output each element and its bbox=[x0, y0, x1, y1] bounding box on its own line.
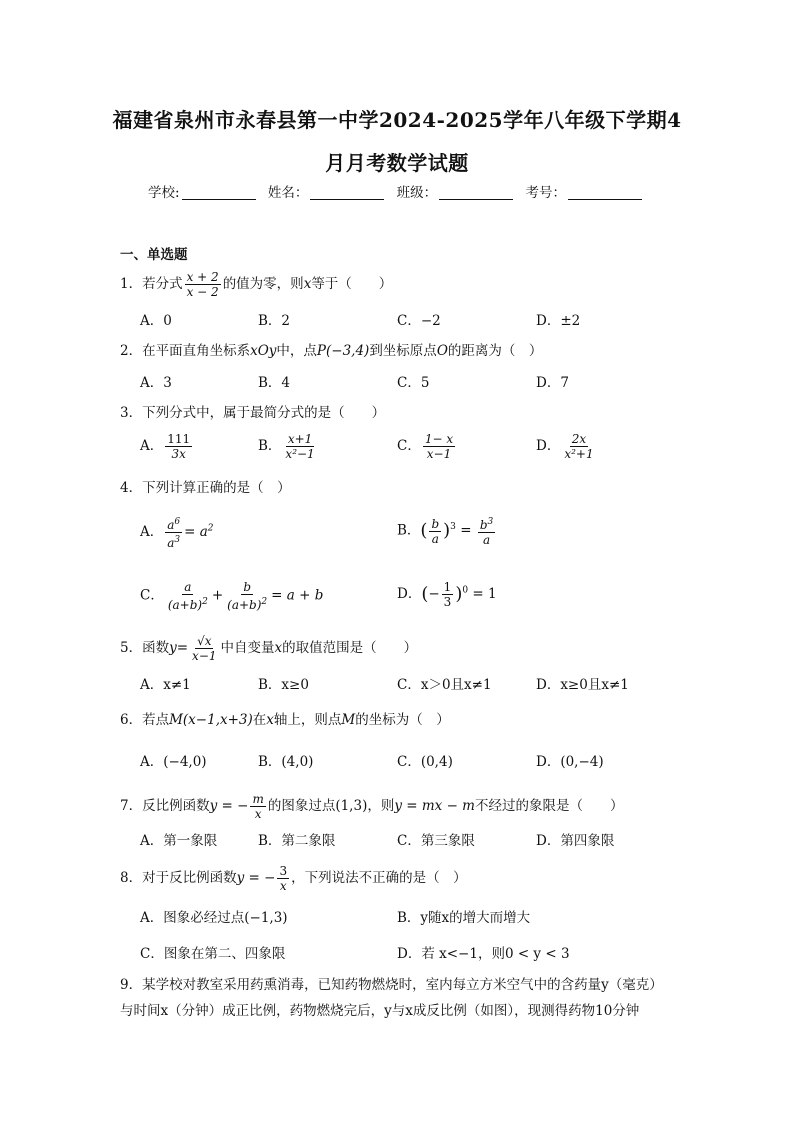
question-2: 2．在平面直角坐标系xOy中，点P(−3,4)到坐标原点O的距离为（ ） bbox=[120, 343, 543, 359]
question-8: 8．对于反比例函数y = − $\frac{3}{x}$ ，下列说法不正确的是（ ） bbox=[120, 864, 467, 893]
name-blank[interactable] bbox=[310, 185, 384, 200]
q9-line-1: 9．某学校对教室采用药熏消毒，已知药物燃烧时，室内每立方米空气中的含药量y（毫克） bbox=[120, 977, 663, 993]
q3-option-d[interactable]: D． $\frac{2x}{\text{x²+1}}$ bbox=[536, 432, 594, 461]
q7-option-c[interactable]: C．第三象限 bbox=[397, 833, 475, 849]
question-4: 4．下列计算正确的是（ ） bbox=[120, 480, 291, 496]
question-1: 1．若分式 $\frac{x + 2}{x - 2}$ 的值为零，则x等于（ ） bbox=[120, 270, 393, 299]
q2-option-c[interactable]: C．5 bbox=[397, 375, 430, 391]
q6-option-b[interactable]: B．(4,0) bbox=[258, 754, 314, 770]
number-label: 考号： bbox=[525, 185, 566, 201]
q8-option-a[interactable]: A．图象必经过点(−1,3) bbox=[140, 910, 288, 926]
question-6: 6．若点M(x−1,x+3)在x轴上，则点M的坐标为（ ） bbox=[120, 712, 450, 728]
school-blank[interactable] bbox=[182, 185, 256, 200]
q4-option-a[interactable]: A． $\frac{a^6}{a^3}$ = $a^2$ bbox=[140, 517, 214, 550]
q2-option-b[interactable]: B．4 bbox=[258, 375, 291, 391]
q5-option-b[interactable]: B．x≥0 bbox=[258, 677, 309, 693]
q7-option-b[interactable]: B．第二象限 bbox=[258, 833, 336, 849]
q5-option-c[interactable]: C．x＞0且x≠1 bbox=[397, 677, 492, 693]
q6-option-a[interactable]: A．(−4,0) bbox=[140, 754, 207, 770]
q7-option-a[interactable]: A．第一象限 bbox=[140, 833, 218, 849]
q8-option-c[interactable]: C．图象在第二、四象限 bbox=[140, 946, 286, 962]
q1-option-a[interactable]: A．0 bbox=[140, 313, 172, 329]
q4-option-b[interactable]: B．( $\frac{b}{a}$ )$^3$ = $\frac{b^3}{a}$ bbox=[397, 516, 494, 547]
q7-option-d[interactable]: D．第四象限 bbox=[536, 833, 615, 849]
q1-fraction: $\frac{x + 2}{x - 2}$ bbox=[186, 270, 219, 299]
q1-option-d[interactable]: D．±2 bbox=[536, 313, 581, 329]
q2-option-d[interactable]: D．7 bbox=[536, 375, 569, 391]
q9-line-2: 与时间x（分钟）成正比例，药物燃烧完后，y与x成反比例（如图），现测得药物10分钟 bbox=[120, 1003, 640, 1019]
q6-option-c[interactable]: C．(0,4) bbox=[397, 754, 453, 770]
school-label: 学校: bbox=[148, 185, 180, 201]
title-line-2: 月月考数学试题 bbox=[325, 151, 469, 175]
q3-option-b[interactable]: B． $\frac{x+1}{\text{x²−1}}$ bbox=[258, 432, 315, 461]
number-blank[interactable] bbox=[568, 185, 642, 200]
title-line-1: 福建省泉州市永春县第一中学2024-2025学年八年级下学期4 bbox=[112, 108, 682, 132]
q2-option-a[interactable]: A．3 bbox=[140, 375, 172, 391]
question-7: 7．反比例函数y = − $\frac{m}{x}$ 的图象过点(1,3)，则y = mx − m不经过的象限是（ ） bbox=[120, 792, 624, 821]
q3-option-c[interactable]: C． $\frac{1- x}{x-1}$ bbox=[397, 432, 454, 461]
class-blank[interactable] bbox=[439, 185, 513, 200]
q8-option-d[interactable]: D．若 x<−1，则0 < y < 3 bbox=[397, 946, 570, 962]
q6-option-d[interactable]: D．(0,−4) bbox=[536, 754, 604, 770]
q8-option-b[interactable]: B．y随x的增大而增大 bbox=[397, 910, 531, 926]
student-info bbox=[0, 181, 794, 201]
q3-option-a[interactable]: A． $\frac{111}{3x}$ bbox=[140, 432, 191, 461]
q4-option-c[interactable]: C． $\frac{a}{(a+b)^2}$ + $\frac{b}{(a+b)^2}$ = a + b bbox=[140, 580, 324, 612]
q5-option-d[interactable]: D．x≥0且x≠1 bbox=[536, 677, 629, 693]
q1-text: 1．若分式 bbox=[120, 276, 183, 292]
q1-option-c[interactable]: C．−2 bbox=[397, 313, 441, 329]
q1-option-b[interactable]: B．2 bbox=[258, 313, 291, 329]
question-5: 5．函数y= $\frac{√x}{x-1}$ 中自变量x的取值范围是（ ） bbox=[120, 634, 418, 663]
q5-option-a[interactable]: A．x≠1 bbox=[140, 677, 191, 693]
question-9 bbox=[120, 972, 680, 1024]
class-label: 班级： bbox=[396, 185, 438, 201]
name-label: 姓名： bbox=[267, 185, 309, 201]
q4-option-d[interactable]: D．(− $\frac{1}{3}$ )$^0$ = 1 bbox=[397, 580, 497, 609]
section-heading: 一、单选题 bbox=[120, 247, 188, 263]
question-3: 3．下列分式中，属于最简分式的是（ ） bbox=[120, 405, 386, 421]
